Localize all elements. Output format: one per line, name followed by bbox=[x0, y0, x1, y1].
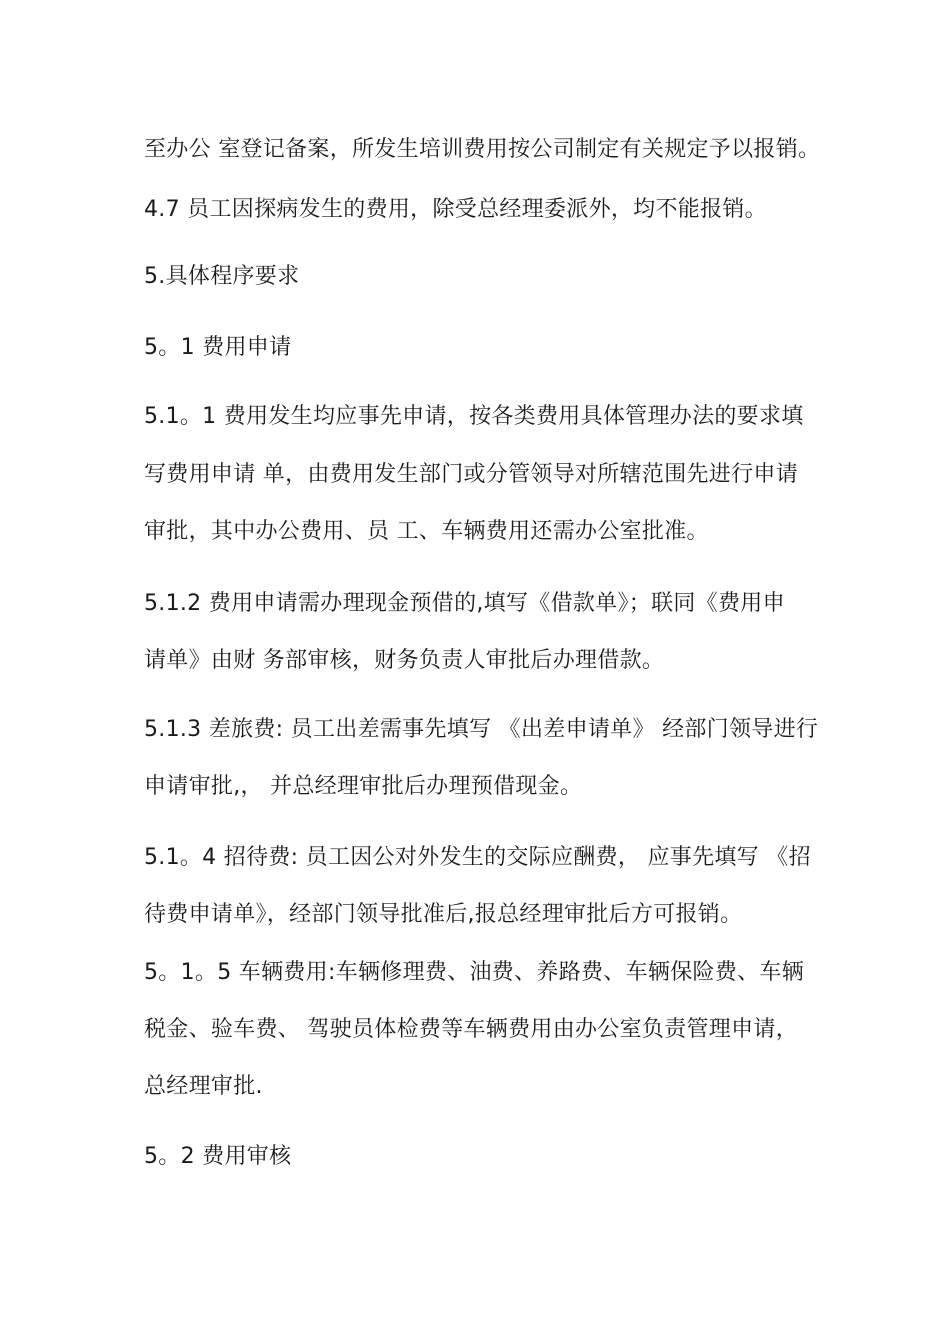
text-line-10: 5.1.3 差旅费: 员工出差需事先填写 《出差申请单》 经部门领导进行 bbox=[144, 717, 819, 742]
text-line-14: 5。1。5 车辆费用:车辆修理费、油费、养路费、车辆保险费、车辆 bbox=[144, 960, 804, 985]
text-line-2: 4.7 员工因探病发生的费用，除受总经理委派外，均不能报销。 bbox=[144, 197, 767, 222]
text-line-1: 至办公 室登记备案，所发生培训费用按公司制定有关规定予以报销。 bbox=[144, 137, 821, 162]
section-heading-5-2: 5。2 费用审核 bbox=[144, 1144, 292, 1169]
text-line-12: 5.1。4 招待费: 员工因公对外发生的交际应酬费， 应事先填写 《招 bbox=[144, 845, 811, 870]
text-line-8: 5.1.2 费用申请需办理现金预借的,填写《借款单》；联同《费用申 bbox=[144, 591, 785, 616]
text-line-5: 5.1。1 费用发生均应事先申请，按各类费用具体管理办法的要求填 bbox=[144, 404, 804, 429]
text-line-6: 写费用申请 单，由费用发生部门或分管领导对所辖范围先进行申请 bbox=[144, 462, 798, 487]
section-heading-5: 5.具体程序要求 bbox=[144, 264, 300, 289]
text-line-13: 待费申请单》，经部门领导批准后,报总经理审批后方可报销。 bbox=[144, 902, 743, 927]
text-line-16: 总经理审批. bbox=[144, 1074, 263, 1099]
text-line-11: 申请审批,， 并总经理审批后办理预借现金。 bbox=[144, 774, 583, 799]
text-line-15: 税金、验车费、 驾驶员体检费等车辆费用由办公室负责管理申请， bbox=[144, 1017, 798, 1042]
section-heading-5-1: 5。1 费用申请 bbox=[144, 335, 292, 360]
text-line-7: 审批，其中办公费用、员 工、车辆费用还需办公室批准。 bbox=[144, 519, 709, 544]
text-line-9: 请单》由财 务部审核，财务负责人审批后办理借款。 bbox=[144, 648, 665, 673]
